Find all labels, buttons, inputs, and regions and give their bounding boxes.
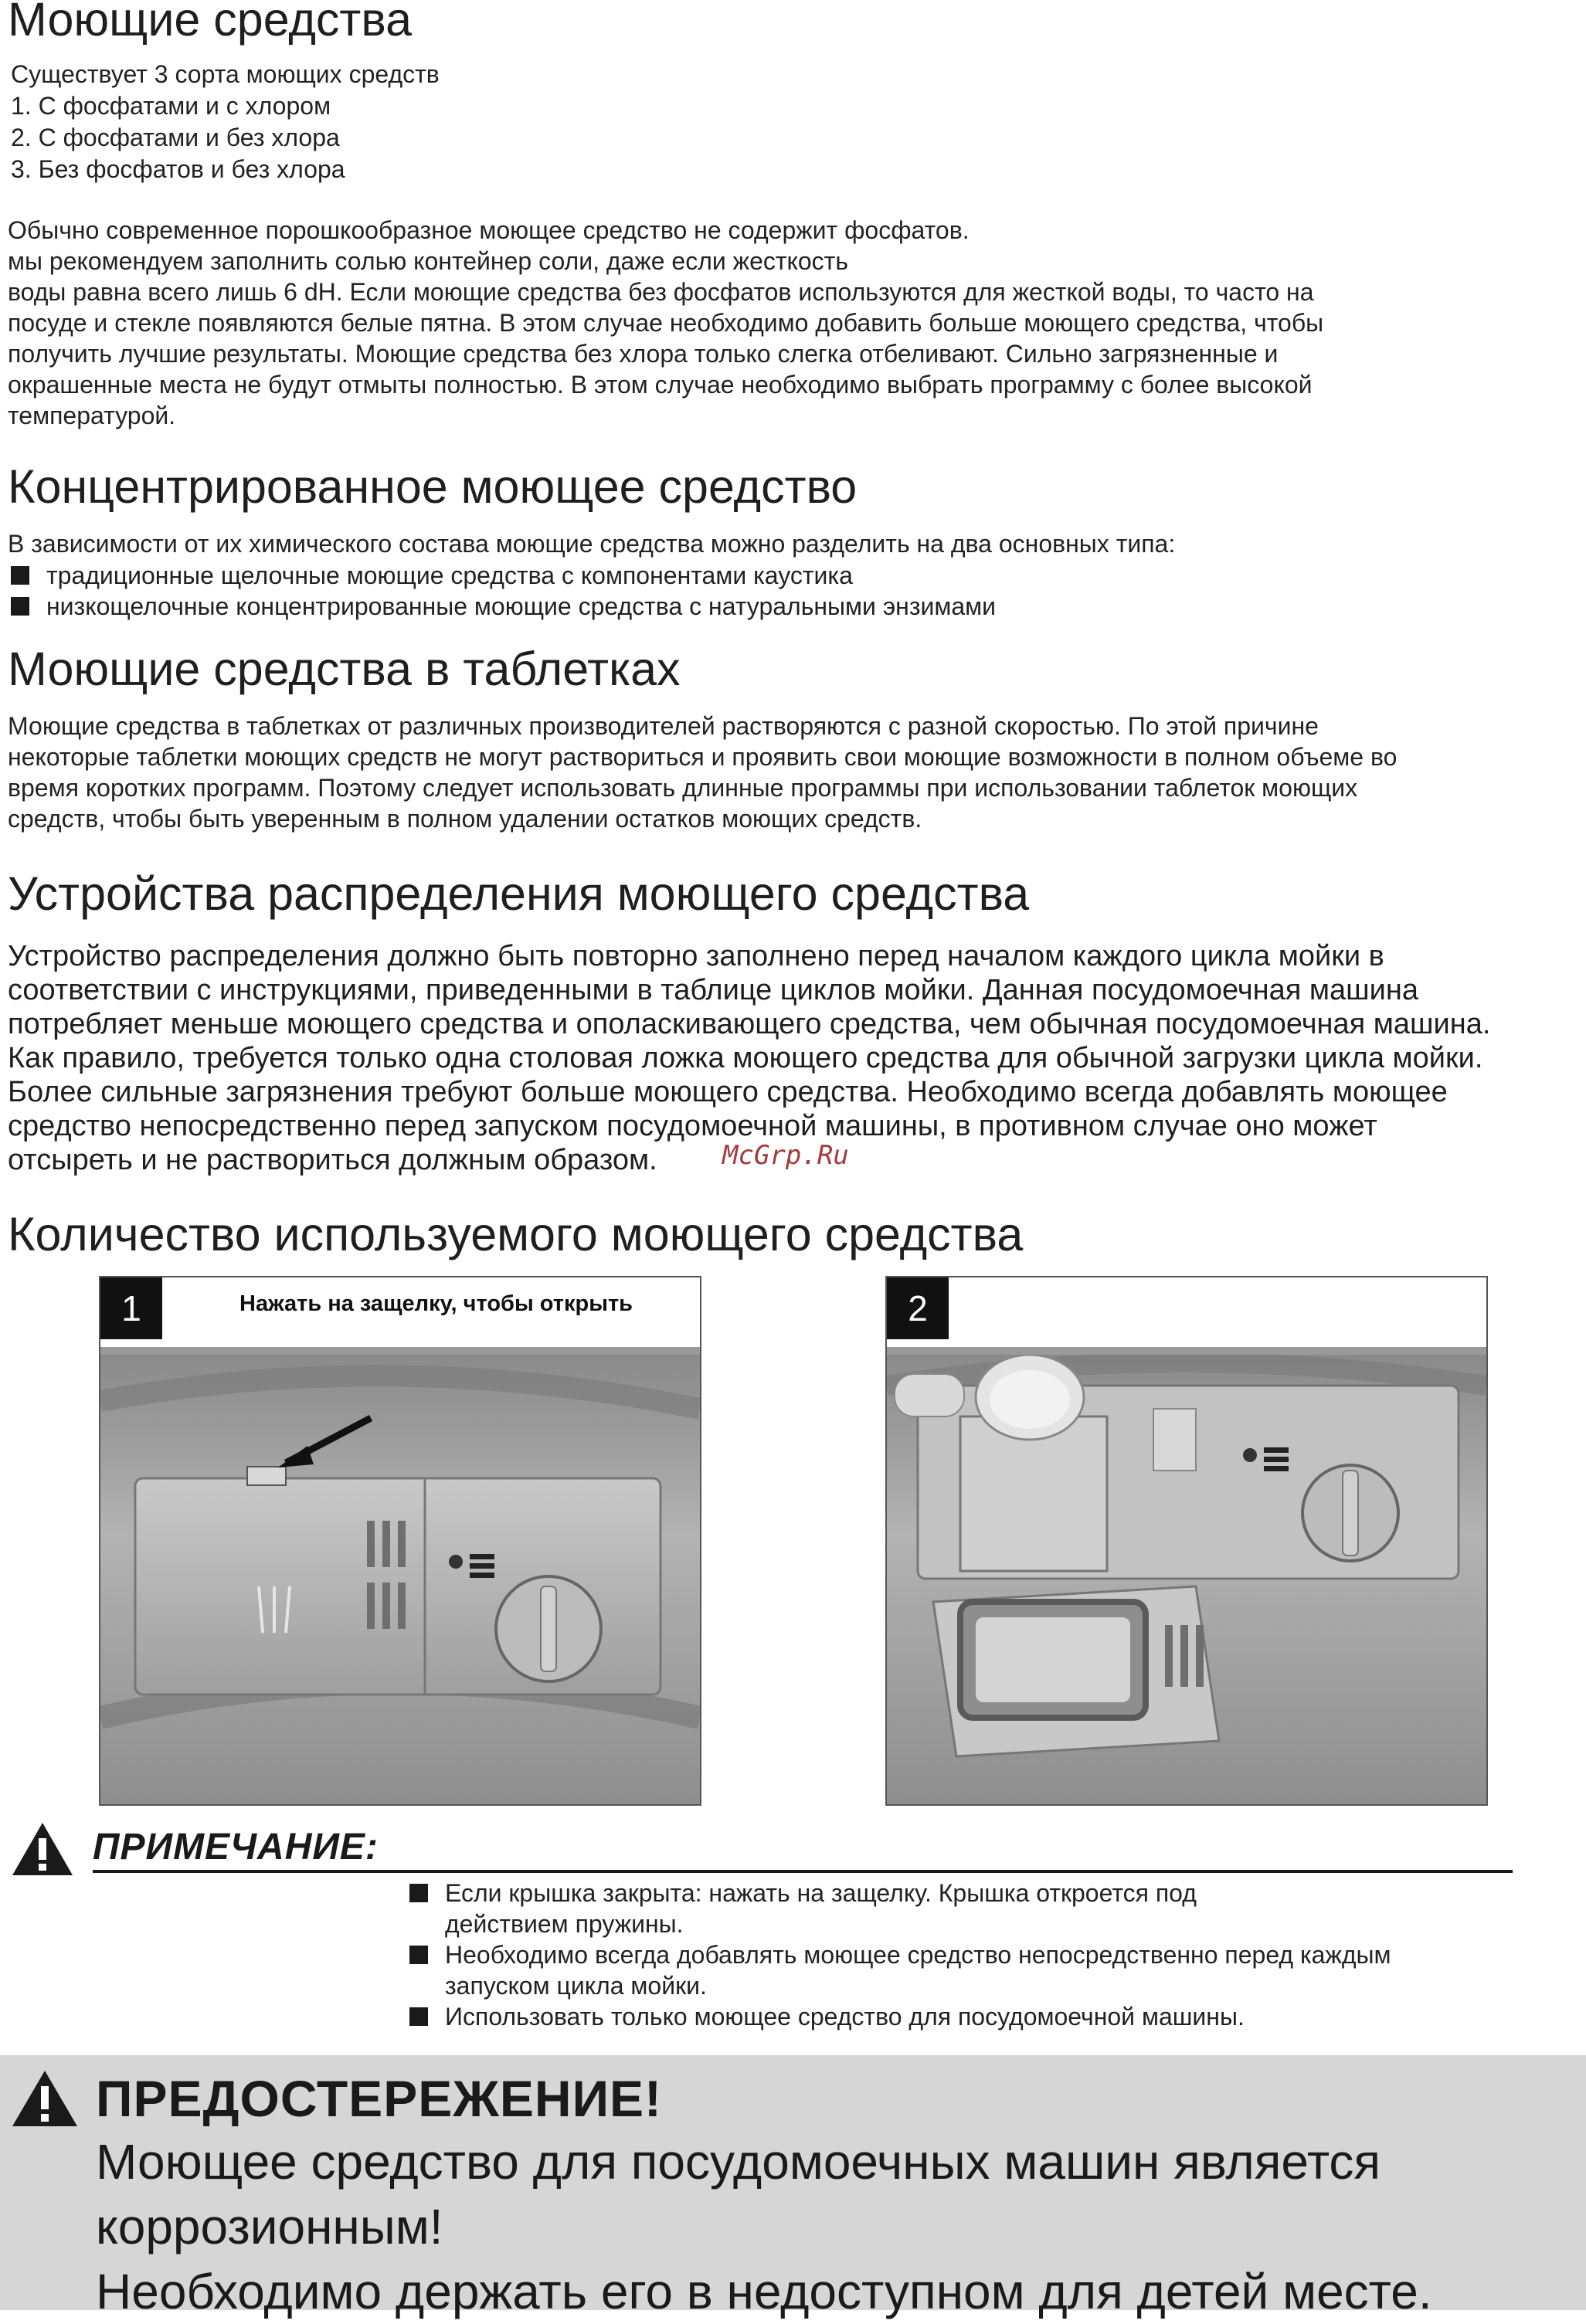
paragraph-line: Как правило, требуется только одна столовая ложка моющего средства для обычной загрузки цикла мойки.: [8, 1042, 1483, 1074]
watermark-text: McGrp.Ru: [722, 1140, 849, 1171]
paragraph-line: получить лучшие результаты. Моющие средства без хлора только слегка отбеливают. Сильно загрязненные и: [8, 340, 1279, 368]
paragraph-line: соответствии с инструкциями, приведенными в таблице циклов мойки. Данная посудомоечная машина: [8, 974, 1418, 1006]
concentrated-intro: В зависимости от их химического состава моющие средства можно разделить на два основных типа:: [8, 530, 1176, 558]
list-item: [409, 1939, 1391, 1970]
paragraph-line: средство непосредственно перед запуском посудомоечной машины, в противном случае оно может: [8, 1110, 1377, 1142]
paragraph-line: Обычно современное порошкообразное моющее средство не содержит фосфатов.: [8, 216, 970, 244]
note-title: ПРИМЕЧАНИЕ:: [93, 1827, 379, 1868]
figure-caption: Нажать на защелку, чтобы открыть: [239, 1291, 633, 1316]
bullet-square-icon: [409, 1946, 428, 1964]
paragraph-line: средств, чтобы быть уверенным в полном удалении остатков моющих средств.: [8, 805, 922, 833]
list-item: 1. С фосфатами и с хлором: [11, 92, 331, 120]
paragraph-line: отсыреть и не раствориться должным образом.: [8, 1144, 657, 1176]
paragraph-line: время коротких программ. Поэтому следует использовать длинные программы при использовании таблеток моющих: [8, 774, 1358, 802]
paragraph-line: Моющие средства в таблетках от различных производителей растворяются с разной скоростью. По этой причине: [8, 712, 1319, 740]
paragraph-line: некоторые таблетки моющих средств не могут раствориться и проявить свои моющие возможности в полном объеме во: [8, 743, 1398, 771]
list-item: 2. С фосфатами и без хлора: [11, 124, 340, 151]
bullet-square-icon: [11, 597, 29, 616]
figure-number-badge: 1: [100, 1277, 162, 1339]
section-title-dispensers: Устройства распределения моющего средства: [8, 867, 1030, 920]
note-divider: [93, 1870, 1513, 1873]
detergent-types-intro: Существует 3 сорта моющих средств: [11, 60, 440, 88]
warning-triangle-icon: [11, 2069, 79, 2128]
dispenser-open-illustration: [887, 1355, 1486, 1804]
list-item: [11, 591, 996, 622]
note-list: [409, 1878, 1391, 2032]
figure-1-dispenser-closed: [99, 1276, 701, 1806]
section-title-detergents: Моющие средства: [8, 0, 412, 46]
section-title-amount: Количество используемого моющего средства: [8, 1208, 1024, 1260]
note-item-continuation: действием пружины.: [445, 1910, 684, 1938]
list-item: [409, 2001, 1391, 2032]
caution-text: [96, 2129, 1432, 2324]
section-title-concentrated: Концентрированное моющее средство: [8, 460, 858, 513]
bullet-text: традиционные щелочные моющие средства с компонентами каустика: [46, 561, 853, 589]
paragraph-line: окрашенные места не будут отмыты полностью. В этом случае необходимо выбрать программу с более высокой: [8, 371, 1313, 399]
caution-line: коррозионным!: [96, 2199, 443, 2254]
figure-number-badge: 2: [887, 1277, 949, 1339]
note-item-text: Необходимо всегда добавлять моющее средство непосредственно перед каждым: [445, 1941, 1391, 1969]
caution-line: Необходимо держать его в недоступном для детей месте.: [96, 2264, 1432, 2319]
dispenser-open-photo: [887, 1355, 1486, 1804]
note-item-text: Если крышка закрыта: нажать на защелку. Крышка откроется под: [445, 1879, 1197, 1907]
note-item-continuation: запуском цикла мойки.: [445, 1972, 707, 2000]
paragraph-line: посуде и стекле появляются белые пятна. В этом случае необходимо добавить больше моющего средства, чтобы: [8, 309, 1324, 337]
figure-2-dispenser-open: [885, 1276, 1488, 1806]
warning-triangle-icon: [11, 1821, 74, 1877]
caution-line: Моющее средство для посудомоечных машин является: [96, 2134, 1381, 2190]
paragraph-phosphates: [8, 215, 1323, 431]
paragraph-line: Более сильные загрязнения требуют больше моющего средства. Необходимо всегда добавлять моющее: [8, 1076, 1448, 1108]
note-item-text: Использовать только моющее средство для посудомоечной машины.: [445, 2003, 1245, 2031]
list-item: 3. Без фосфатов и без хлора: [11, 155, 345, 183]
paragraph-line: температурой.: [8, 402, 176, 429]
bullet-square-icon: [11, 566, 29, 585]
paragraph-tablets: [8, 711, 1397, 834]
list-item: [11, 560, 853, 591]
paragraph-line: Устройство распределения должно быть повторно заполнено перед началом каждого цикла мойки в: [8, 940, 1384, 972]
caution-title: ПРЕДОСТЕРЕЖЕНИЕ!: [96, 2070, 663, 2127]
paragraph-line: воды равна всего лишь 6 dH. Если моющие средства без фосфатов используются для жесткой воды, то часто на: [8, 278, 1314, 306]
paragraph-line: потребляет меньше моющего средства и ополаскивающего средства, чем обычная посудомоечная машина.: [8, 1008, 1491, 1040]
dispenser-closed-illustration: [100, 1355, 700, 1804]
bullet-square-icon: [409, 2007, 428, 2026]
bullet-square-icon: [409, 1884, 428, 1902]
list-item: [409, 1878, 1391, 1908]
paragraph-line: мы рекомендуем заполнить солью контейнер соли, даже если жесткость: [8, 247, 848, 275]
section-title-tablets: Моющие средства в таблетках: [8, 643, 681, 695]
bullet-text: низкощелочные концентрированные моющие средства с натуральными энзимами: [46, 592, 997, 620]
caution-box: [0, 2055, 1586, 2319]
dispenser-photo: [100, 1355, 700, 1804]
